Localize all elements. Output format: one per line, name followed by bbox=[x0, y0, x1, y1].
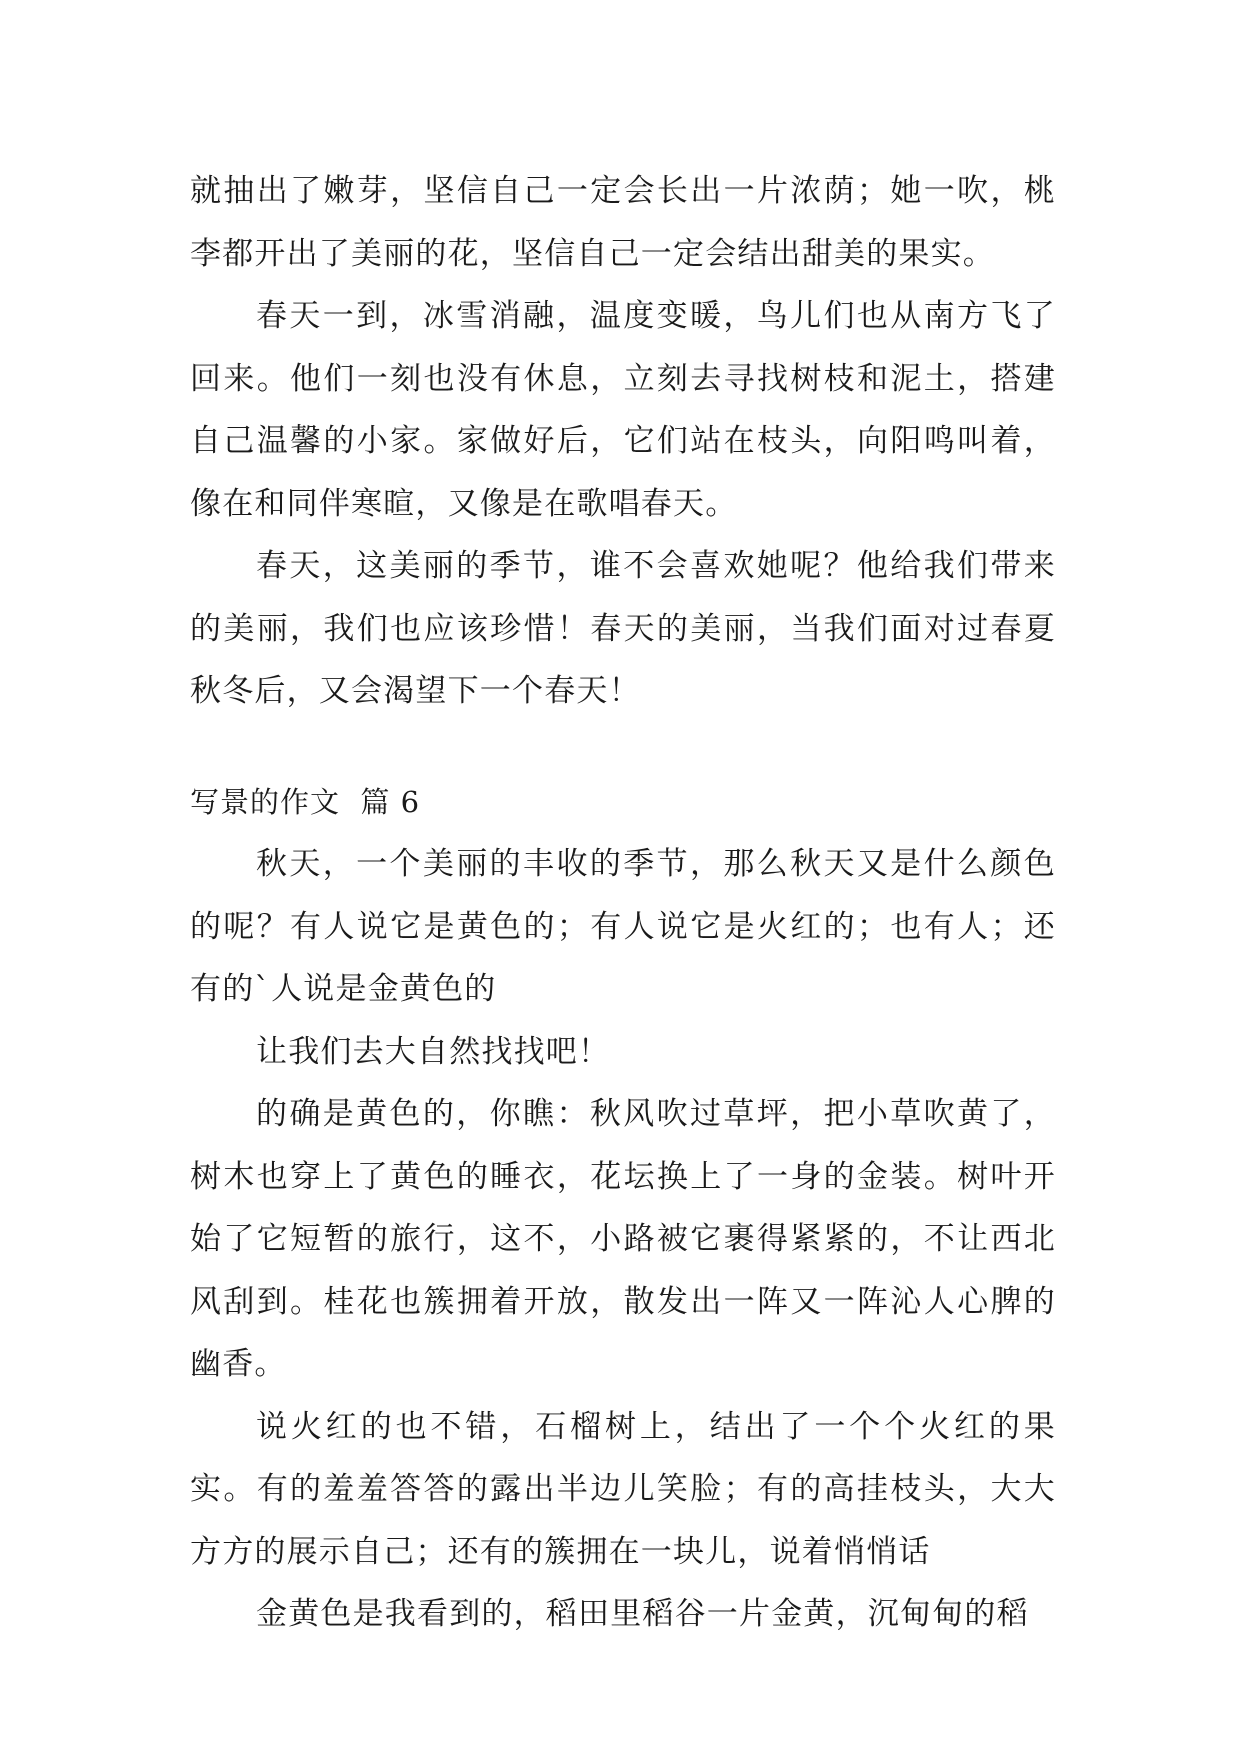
document-body bbox=[190, 160, 1056, 1646]
paragraph-autumn-yellow: 的确是黄色的，你瞧：秋风吹过草坪，把小草吹黄了，树木也穿上了黄色的睡衣，花坛换上了一身的金装。树叶开始了它短暂的旅行，这不，小路被它裹得紧紧的，不让西北风刮到。桂花也簇拥着开放，散发出一阵又一阵沁人心脾的幽香。 bbox=[190, 1096, 1056, 1382]
paragraph-spring-conclusion: 春天，这美丽的季节，谁不会喜欢她呢？他给我们带来的美丽，我们也应该珍惜！春天的美丽，当我们面对过春夏秋冬后，又会渴望下一个春天！ bbox=[190, 548, 1056, 709]
paragraph-autumn-golden: 金黄色是我看到的，稻田里稻谷一片金黄，沉甸甸的稻 bbox=[256, 1596, 1029, 1632]
paragraph-spring-birds: 春天一到，冰雪消融，温度变暖，鸟儿们也从南方飞了回来。他们一刻也没有休息，立刻去寻找树枝和泥土，搭建自己温馨的小家。家做好后，它们站在枝头，向阳鸣叫着，像在和同伴寒暄，又像是在歌唱春天。 bbox=[190, 298, 1056, 522]
paragraph-continuation: 就抽出了嫩芽，坚信自己一定会长出一片浓荫；她一吹，桃李都开出了美丽的花，坚信自己一定会结出甜美的果实。 bbox=[190, 173, 1056, 272]
paragraph-autumn-intro: 秋天，一个美丽的丰收的季节，那么秋天又是什么颜色的呢？有人说它是黄色的；有人说它是火红的；也有人；还有的`人说是金黄色的 bbox=[190, 846, 1056, 1007]
section-heading: 写景的作文 篇 6 bbox=[190, 784, 421, 819]
paragraph-autumn-red: 说火红的也不错，石榴树上，结出了一个个火红的果实。有的羞羞答答的露出半边儿笑脸；有的高挂枝头，大大方方的展示自己；还有的簇拥在一块儿，说着悄悄话 bbox=[190, 1408, 1056, 1570]
section-gap bbox=[190, 723, 1056, 771]
paragraph-autumn-explore: 让我们去大自然找找吧！ bbox=[256, 1033, 611, 1070]
